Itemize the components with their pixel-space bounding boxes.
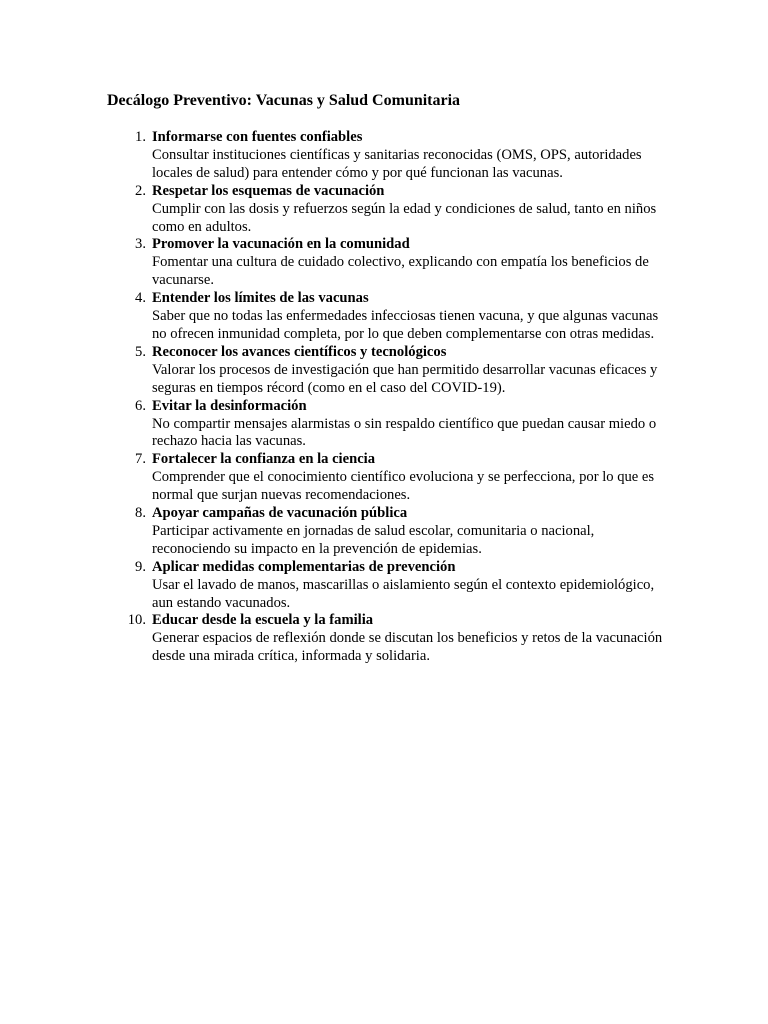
item-text: Cumplir con las dosis y refuerzos según la edad y condiciones de salud, tanto en niños como en adultos. bbox=[152, 200, 657, 235]
item-title: Promover la vacunación en la comunidad bbox=[152, 236, 410, 253]
item-number: 4. bbox=[135, 290, 146, 307]
item-title: Reconocer los avances científicos y tecnológicos bbox=[152, 343, 447, 360]
item-number: 8. bbox=[135, 505, 146, 522]
list-item-3 bbox=[107, 236, 667, 290]
item-text: Participar activamente en jornadas de salud escolar, comunitaria o nacional, reconociendo su impacto en la prevención de epidemias. bbox=[152, 522, 595, 557]
document-title: Decálogo Preventivo: Vacunas y Salud Comunitaria bbox=[107, 92, 461, 109]
item-text: Valorar los procesos de investigación que han permitido desarrollar vacunas eficaces y seguras en tiempos récord (como en el caso del COVID-19). bbox=[152, 361, 658, 396]
item-title: Aplicar medidas complementarias de prevención bbox=[152, 558, 456, 575]
list-item-7 bbox=[107, 451, 667, 505]
item-text: Usar el lavado de manos, mascarillas o aislamiento según el contexto epidemiológico, aun estando vacunados. bbox=[152, 576, 655, 611]
item-number: 1. bbox=[135, 129, 146, 145]
list-item-2 bbox=[107, 183, 667, 237]
item-text: No compartir mensajes alarmistas o sin respaldo científico que puedan causar miedo o rechazo hacia las vacunas. bbox=[152, 415, 657, 450]
decalogue-list bbox=[107, 129, 667, 666]
item-title: Fortalecer la confianza en la ciencia bbox=[152, 451, 376, 468]
item-title: Informarse con fuentes confiables bbox=[152, 129, 363, 145]
item-text: Comprender que el conocimiento científico evoluciona y se perfecciona, por lo que es normal que surjan nuevas recomendaciones. bbox=[152, 469, 655, 504]
item-number: 7. bbox=[135, 451, 146, 468]
item-title: Apoyar campañas de vacunación pública bbox=[152, 505, 408, 522]
item-text: Generar espacios de reflexión donde se discutan los beneficios y retos de la vacunación desde una mirada crítica, informada y solidaria. bbox=[152, 630, 663, 665]
list-item-6 bbox=[107, 398, 667, 452]
item-number: 2. bbox=[135, 182, 146, 199]
list-item-4 bbox=[107, 290, 667, 344]
list-item-5 bbox=[107, 344, 667, 398]
item-number: 10. bbox=[127, 612, 146, 629]
list-item-9 bbox=[107, 559, 667, 613]
item-title: Respetar los esquemas de vacunación bbox=[152, 182, 385, 199]
item-title: Entender los límites de las vacunas bbox=[152, 290, 369, 307]
item-number: 9. bbox=[135, 558, 146, 575]
item-number: 5. bbox=[135, 343, 146, 360]
item-number: 3. bbox=[135, 236, 146, 253]
item-title: Educar desde la escuela y la familia bbox=[152, 612, 374, 629]
item-title: Evitar la desinformación bbox=[152, 397, 307, 414]
item-text: Saber que no todas las enfermedades infecciosas tienen vacuna, y que algunas vacunas no ofrecen inmunidad completa, por lo que deben complementarse con otras medidas. bbox=[152, 308, 659, 342]
list-item-1 bbox=[107, 129, 667, 183]
item-number: 6. bbox=[135, 397, 146, 414]
list-item-8 bbox=[107, 505, 667, 559]
item-text: Consultar instituciones científicas y sanitarias reconocidas (OMS, OPS, autoridades locales de salud) para entender cómo y por qué funcionan las vacunas. bbox=[152, 146, 642, 181]
list-item-10 bbox=[107, 612, 667, 666]
item-text: Fomentar una cultura de cuidado colectivo, explicando con empatía los beneficios de vacunarse. bbox=[152, 254, 649, 289]
